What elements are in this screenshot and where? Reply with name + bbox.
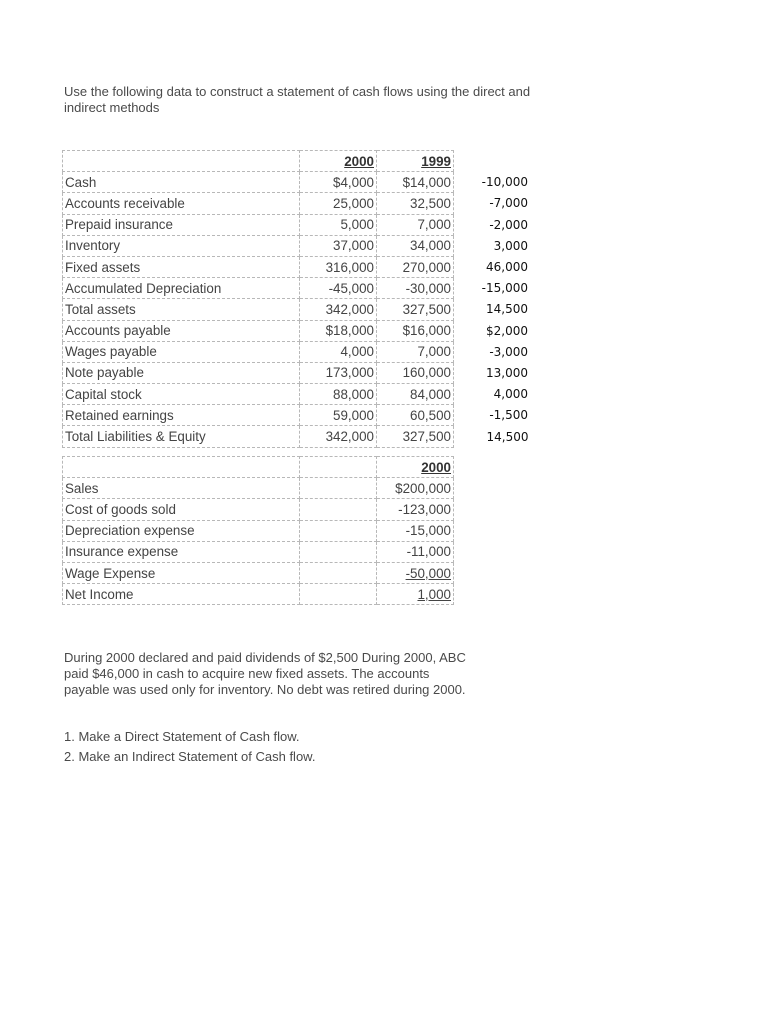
table-row: [63, 235, 531, 256]
difference-value: 46,000: [486, 260, 528, 275]
value-1999: 327,500: [377, 426, 454, 447]
table-row: [63, 541, 454, 562]
value-2000: $200,000: [377, 478, 454, 499]
row-label: Net Income: [63, 584, 300, 605]
table-row: [63, 405, 531, 426]
difference-value: -7,000: [489, 196, 528, 211]
diff-header-blank: [454, 151, 531, 172]
column-header-2000: 2000: [377, 457, 454, 478]
blank-cell: [300, 520, 377, 541]
value-2000: 173,000: [300, 362, 377, 383]
value-2000: -15,000: [377, 520, 454, 541]
row-label: Accounts payable: [63, 320, 300, 341]
blank-cell: [300, 562, 377, 583]
table-row: [63, 341, 531, 362]
row-label: Accounts receivable: [63, 193, 300, 214]
balance-sheet-table: [62, 150, 531, 448]
blank-cell: [300, 584, 377, 605]
value-2000: 59,000: [300, 405, 377, 426]
table-row: [63, 478, 454, 499]
instructions-list: [64, 729, 324, 769]
row-label: Accumulated Depreciation: [63, 278, 300, 299]
row-label: Capital stock: [63, 384, 300, 405]
value-1999: 84,000: [377, 384, 454, 405]
value-2000: 1,000: [377, 584, 454, 605]
row-label: Insurance expense: [63, 541, 300, 562]
value-2000: 342,000: [300, 426, 377, 447]
value-1999: 60,500: [377, 405, 454, 426]
column-header-2000: 2000: [300, 151, 377, 172]
value-2000: 4,000: [300, 341, 377, 362]
table-row: [63, 562, 454, 583]
difference-value: 4,000: [493, 387, 528, 402]
row-label: Note payable: [63, 362, 300, 383]
row-label: Prepaid insurance: [63, 214, 300, 235]
value-2000: 316,000: [300, 256, 377, 277]
row-label: Cost of goods sold: [63, 499, 300, 520]
intro-text: Use the following data to construct a statement of cash flows using the direct and indirect methods: [64, 84, 531, 115]
value-2000: 5,000: [300, 214, 377, 235]
difference-value: 14,500: [486, 429, 529, 444]
value-2000: -45,000: [300, 278, 377, 299]
blank-cell: [300, 499, 377, 520]
column-header-1999: 1999: [377, 151, 454, 172]
row-label: Depreciation expense: [63, 520, 300, 541]
row-label: Fixed assets: [63, 256, 300, 277]
difference-value: $2,000: [486, 323, 528, 338]
row-label: Sales: [63, 478, 300, 499]
table-row: [63, 584, 454, 605]
table-row: [63, 299, 531, 320]
value-2000: 25,000: [300, 193, 377, 214]
value-2000: 88,000: [300, 384, 377, 405]
table-row: [63, 384, 531, 405]
value-2000: $4,000: [300, 172, 377, 193]
table-row: [63, 499, 454, 520]
value-1999: 7,000: [377, 341, 454, 362]
value-1999: -30,000: [377, 278, 454, 299]
value-1999: 7,000: [377, 214, 454, 235]
value-2000: -123,000: [377, 499, 454, 520]
difference-value: 3,000: [493, 238, 528, 253]
row-label: Inventory: [63, 235, 300, 256]
blank-cell: [300, 541, 377, 562]
difference-value: -10,000: [481, 175, 528, 190]
difference-value: 14,500: [486, 302, 528, 317]
row-label: Cash: [63, 172, 300, 193]
value-2000: 37,000: [300, 235, 377, 256]
row-label: Wages payable: [63, 341, 300, 362]
difference-value: -15,000: [481, 281, 528, 296]
table-row: [63, 193, 531, 214]
instruction-item: 2. Make an Indirect Statement of Cash flow.: [64, 749, 316, 764]
income-statement-table: [62, 456, 454, 605]
instruction-item: 1. Make a Direct Statement of Cash flow.: [64, 729, 300, 744]
row-label: Retained earnings: [63, 405, 300, 426]
table-row: [63, 256, 531, 277]
row-label: Total assets: [63, 299, 300, 320]
value-2000: 342,000: [300, 299, 377, 320]
header-blank-cell: [63, 457, 300, 478]
row-label: Total Liabilities & Equity: [63, 426, 300, 447]
value-1999: 34,000: [377, 235, 454, 256]
value-1999: 270,000: [377, 256, 454, 277]
balance-sheet-header-row: [63, 151, 531, 172]
table-row: [63, 172, 531, 193]
income-statement-header-row: [63, 457, 454, 478]
table-row: [63, 520, 454, 541]
problem-description: During 2000 declared and paid dividends of $2,500 During 2000, ABC paid $46,000 in cash to acquire new fixed assets. The accounts payable was used only for inventory. No debt was retired during 2000.: [64, 650, 466, 697]
header-blank-cell: [300, 457, 377, 478]
difference-value: 13,000: [486, 365, 528, 380]
difference-value: -3,000: [489, 344, 528, 359]
table-row: [63, 362, 531, 383]
row-label: Wage Expense: [63, 562, 300, 583]
table-row: [63, 320, 531, 341]
header-blank-cell: [63, 151, 300, 172]
value-1999: 327,500: [377, 299, 454, 320]
value-2000: -50,000: [377, 562, 454, 583]
difference-value: -2,000: [489, 217, 528, 232]
value-1999: 160,000: [377, 362, 454, 383]
blank-cell: [300, 478, 377, 499]
table-row: [63, 214, 531, 235]
value-2000: $18,000: [300, 320, 377, 341]
value-1999: $16,000: [377, 320, 454, 341]
table-row: [63, 426, 531, 447]
value-2000: -11,000: [377, 541, 454, 562]
value-1999: $14,000: [377, 172, 454, 193]
difference-value: -1,500: [489, 408, 528, 423]
value-1999: 32,500: [377, 193, 454, 214]
table-row: [63, 278, 531, 299]
